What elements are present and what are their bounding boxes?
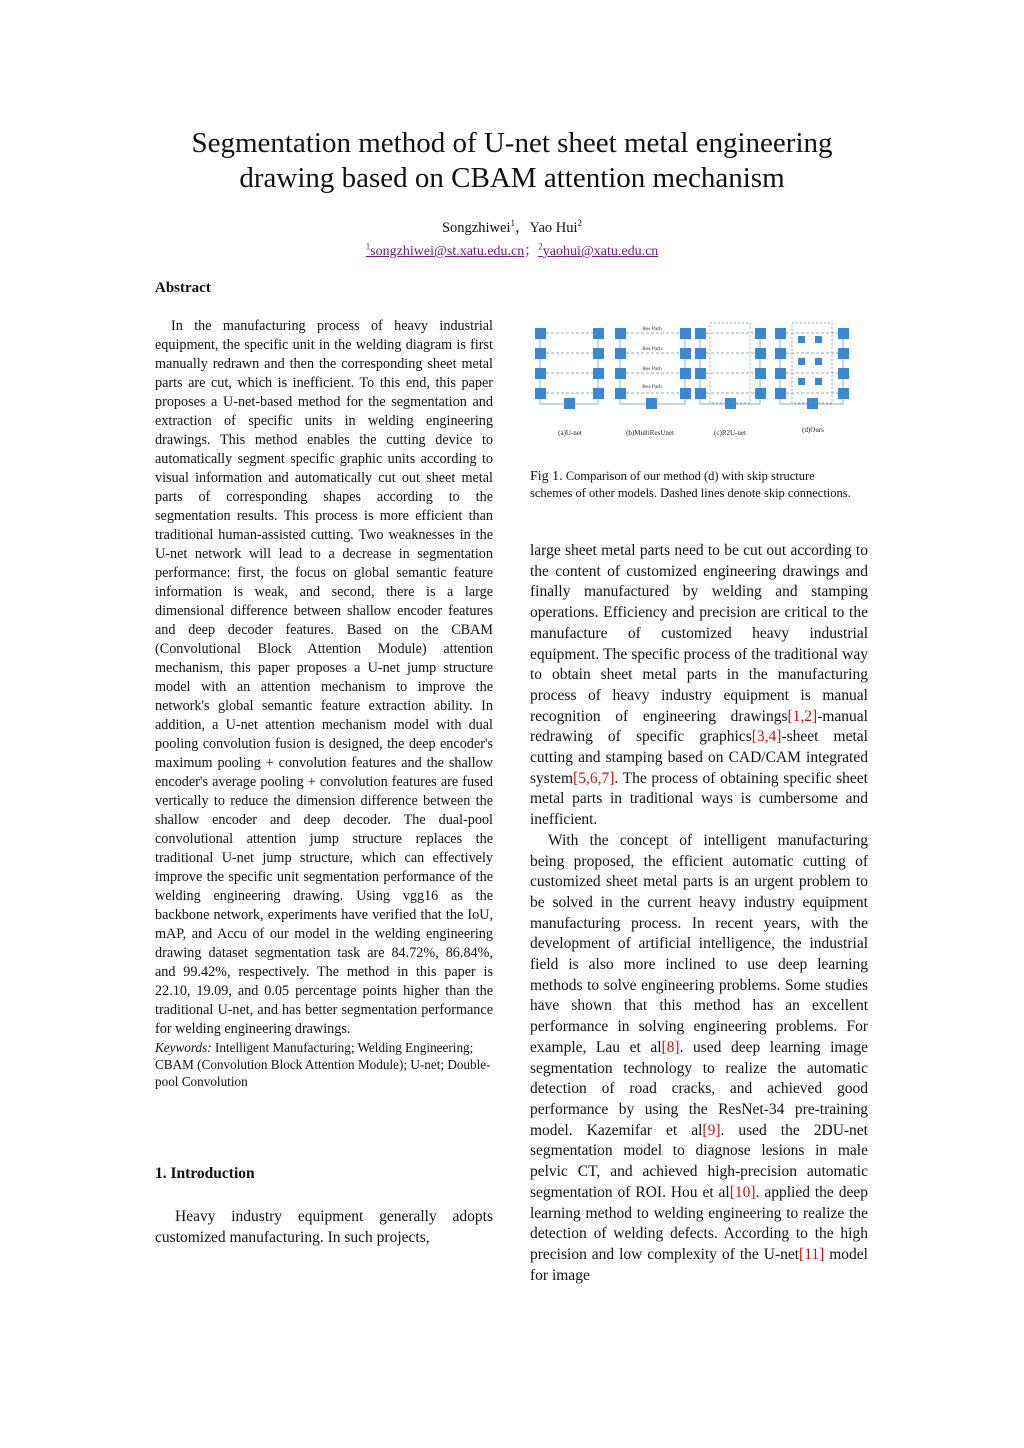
right-column <box>530 541 868 1286</box>
email-2-link[interactable]: yaohui@xatu.edu.cn <box>542 244 659 259</box>
keywords <box>155 1039 493 1090</box>
text-run: . applied the deep learning method to welding engineering to realize the detection of welding defects. According to the high precision and low complexity of the U-net <box>530 1183 868 1263</box>
text-run: model for image <box>530 1245 868 1284</box>
text-run: With the concept of intelligent manufacturing being proposed, the efficient automatic cutting of customized sheet metal parts is an urgent problem to be solved in the current heavy industry equipment manufacturing process. In recent years, with the development of artificial intelligence, the industrial field is also more inclined to use deep learning methods to solve engineering problems. Some studies have shown that this method has an excellent performance in solving engineering problems. For example, Lau et al <box>530 831 868 1056</box>
subfigure-label-c: (c)R2U-net <box>714 429 746 437</box>
keywords-text: Intelligent Manufacturing; Welding Engineering; CBAM (Convolution Block Attention Module); U-net; Double-pool Convolution <box>155 1040 491 1089</box>
citation-link[interactable]: [11] <box>799 1245 825 1263</box>
introduction-heading: 1. Introduction <box>155 1165 255 1182</box>
right-paragraph-1 <box>530 541 868 831</box>
paper-title <box>0 126 1024 196</box>
subfigure-label-a: (a)U-net <box>558 429 582 437</box>
author-2: Yao Hui <box>529 220 578 236</box>
figure-connections <box>540 323 843 404</box>
title-line-2: drawing based on CBAM attention mechanism <box>239 162 785 194</box>
subfigure-label-d: (d)Ours <box>802 426 824 434</box>
author-2-affil: 2 <box>577 218 583 229</box>
email-1-link[interactable]: songzhiwei@st.xatu.edu.cn <box>370 244 525 259</box>
email-2-affil: 2 <box>538 241 543 252</box>
respath-label: Res Path <box>642 326 662 332</box>
text-run: . used deep learning image segmentation technology to realize the automatic detection of road cracks, and achieved good performance by using the ResNet-34 pre-training model. Kazemifar et al <box>530 1038 869 1139</box>
author-line <box>0 216 1024 237</box>
citation-link[interactable]: [5,6,7] <box>573 769 615 787</box>
subfigure-label-b: (b)MultiResUnet <box>626 429 674 437</box>
citation-link[interactable]: [10] <box>729 1183 756 1201</box>
text-run: . The process of obtaining specific sheet metal parts in traditional ways is cumbersome and inefficient. <box>530 769 868 829</box>
email-separator: ； <box>524 244 539 259</box>
right-paragraph-2 <box>530 831 868 1286</box>
abstract-column <box>155 317 493 1090</box>
citation-link[interactable]: [9] <box>702 1121 721 1139</box>
email-line <box>0 240 1024 260</box>
author-1-affil: 1 <box>510 218 515 229</box>
figure-diagrams <box>535 328 849 409</box>
respath-label: Res Path <box>642 384 662 390</box>
figure-caption-text: Comparison of our method (d) with skip structure schemes of other models. Dashed lines denote skip connections. <box>530 469 851 500</box>
title-line-1: Segmentation method of U-net sheet metal engineering <box>191 127 833 159</box>
email-1-affil: 1 <box>365 241 371 252</box>
figure-caption-label: Fig 1. <box>530 469 563 484</box>
introduction-text: Heavy industry equipment generally adopts customized manufacturing. In such projects, <box>155 1208 493 1246</box>
skip-structure-figure <box>530 318 870 443</box>
introduction-column <box>155 1206 493 1248</box>
author-separator: ， <box>514 220 530 236</box>
figure-caption <box>530 468 860 502</box>
author-1: Songzhiwei <box>441 220 511 236</box>
text-run: . used the 2DU-net segmentation model to diagnose lesions in male pelvic CT, and achieved high-precision automatic segmentation of ROI. Hou et al <box>530 1121 868 1201</box>
text-run: large sheet metal parts need to be cut out according to the content of customized engineering drawings and finally manufactured by welding and stamping operations. Efficiency and precision are critical to the manufacture of customized heavy industrial equipment. The specific process of the traditional way to obtain sheet metal parts in the manufacturing process of heavy industry equipment is manual recognition of engineering drawings <box>530 542 868 725</box>
citation-link[interactable]: [1,2] <box>787 707 818 725</box>
text-run: -manual redrawing of specific graphics <box>530 707 868 746</box>
text-run: -sheet metal cutting and stamping based on CAD/CAM integrated system <box>530 728 868 787</box>
citation-link[interactable]: [3,4] <box>751 728 782 746</box>
abstract-text: In the manufacturing process of heavy industrial equipment, the specific unit in the welding diagram is first manually redrawn and then the corresponding sheet metal parts are cut, which is inefficient. To this end, this paper proposes a U-net-based method for the segmentation and extraction of specific units in welding engineering drawings. This method enables the cutting device to automatically segment specific graphic units according to visual information and automatically cut out sheet metal parts of corresponding shapes according to the segmentation results. This process is more efficient than traditional human-assisted cutting. Two weaknesses in the U-net network will lead to a decrease in segmentation performance: first, the focus on global semantic feature information is weak, and second, there is a large dimensional difference between shallow encoder features and deep decoder features. Based on the CBAM (Convolutional Block Attention Module) attention mechanism, this paper proposes a U-net jump structure model with an attention mechanism to improve the network's global semantic feature extraction ability. In addition, a U-net attention mechanism model with dual pooling convolution fusion is designed, the deep encoder's maximum pooling + convolution features and the shallow encoder's average pooling + convolution features are fused vertically to reduce the dimension difference between the shallow encoder and deep decoder. The dual-pool convolutional attention jump structure replaces the traditional U-net jump structure, which can effectively improve the specific unit segmentation performance of the welding engineering drawing. Using vgg16 as the backbone network, experiments have verified that the IoU, mAP, and Accu of our model in the welding engineering drawing dataset segmentation task are 84.72%, 86.84%, and 99.42%, respectively. The method in this paper is 22.10, 19.09, and 0.05 percentage points higher than the traditional U-net, and has better segmentation performance for welding engineering drawings. <box>155 318 493 1037</box>
respath-label: Res Path <box>642 366 662 372</box>
keywords-label: Keywords: <box>155 1040 212 1055</box>
respath-label: Res Path <box>642 346 662 352</box>
abstract-heading: Abstract <box>155 280 211 296</box>
citation-link[interactable]: [8] <box>661 1038 680 1056</box>
